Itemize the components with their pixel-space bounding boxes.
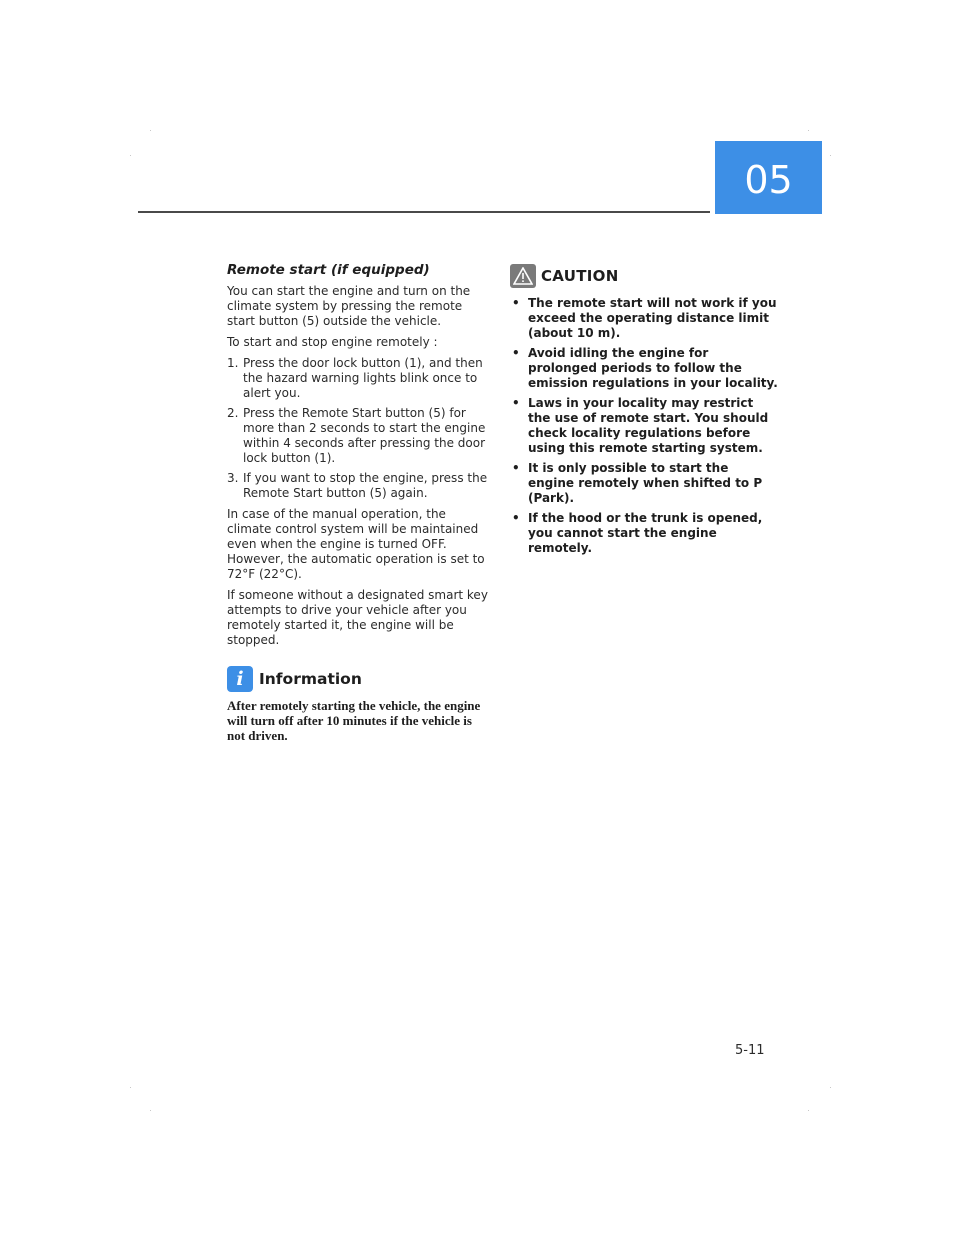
- step-item: [227, 406, 489, 466]
- information-header: [227, 666, 489, 692]
- information-text: After remotely starting the vehicle, the engine will turn off after 10 minutes if the vehicle is not driven.: [227, 698, 481, 743]
- step-text: Press the Remote Start button (5) for more than 2 seconds to start the engine within 4 seconds after pressing the door lock button (1).: [243, 406, 486, 465]
- caution-item: [510, 346, 778, 391]
- intro-paragraph: You can start the engine and turn on the climate system by pressing the remote start button (5) outside the vehicle.: [227, 284, 471, 328]
- step-number: 1.: [227, 356, 239, 370]
- chapter-tab: [715, 141, 822, 214]
- caution-text: Laws in your locality may restrict the use of remote start. You should check locality regulations before using this remote starting system.: [528, 396, 769, 455]
- bullet: •: [512, 461, 520, 475]
- caution-header: [510, 264, 778, 288]
- manual-operation-paragraph: In case of the manual operation, the climate control system will be maintained even when the engine is turned OFF. However, the automatic operation is set to 72°F (22°C).: [227, 507, 485, 581]
- crop-mark: [150, 130, 151, 131]
- step-text: Press the door lock button (1), and then the hazard warning lights blink once to alert you.: [243, 356, 483, 400]
- bullet: •: [512, 346, 520, 360]
- bullet: •: [512, 396, 520, 410]
- caution-text: The remote start will not work if you exceed the operating distance limit (about 10 m).: [528, 296, 777, 340]
- chapter-number: 05: [744, 157, 793, 202]
- left-column: [227, 262, 489, 743]
- header-rule: [138, 211, 710, 213]
- crop-mark: [808, 130, 809, 131]
- bullet: •: [512, 511, 520, 525]
- step-item: [227, 471, 489, 501]
- section-title: Remote start (if equipped): [227, 262, 430, 278]
- bullet: •: [512, 296, 520, 310]
- crop-mark: [130, 1087, 131, 1088]
- caution-text: Avoid idling the engine for prolonged periods to follow the emission regulations in your locality.: [528, 346, 778, 390]
- step-number: 3.: [227, 471, 239, 485]
- step-number: 2.: [227, 406, 239, 420]
- information-title: Information: [259, 670, 362, 688]
- page-number: 5-11: [735, 1043, 765, 1058]
- caution-list: [510, 296, 778, 556]
- crop-mark: [830, 155, 831, 156]
- crop-mark: [130, 155, 131, 156]
- crop-mark: [150, 1110, 151, 1111]
- step-text: If you want to stop the engine, press the Remote Start button (5) again.: [243, 471, 488, 500]
- steps-intro: To start and stop engine remotely :: [227, 335, 438, 349]
- smart-key-paragraph: If someone without a designated smart key attempts to drive your vehicle after you remotely started it, the engine will be stopped.: [227, 588, 488, 647]
- warning-triangle-icon: [510, 264, 536, 288]
- caution-box: [510, 264, 778, 561]
- step-item: [227, 356, 489, 401]
- caution-item: [510, 461, 778, 506]
- caution-item: [510, 296, 778, 341]
- caution-title: CAUTION: [541, 267, 619, 285]
- caution-text: If the hood or the trunk is opened, you cannot start the engine remotely.: [528, 511, 763, 555]
- steps-list: [227, 356, 489, 501]
- info-icon: i: [227, 666, 253, 692]
- crop-mark: [808, 1110, 809, 1111]
- caution-text: It is only possible to start the engine remotely when shifted to P (Park).: [528, 461, 763, 505]
- caution-item: [510, 511, 778, 556]
- crop-mark: [830, 1087, 831, 1088]
- caution-item: [510, 396, 778, 456]
